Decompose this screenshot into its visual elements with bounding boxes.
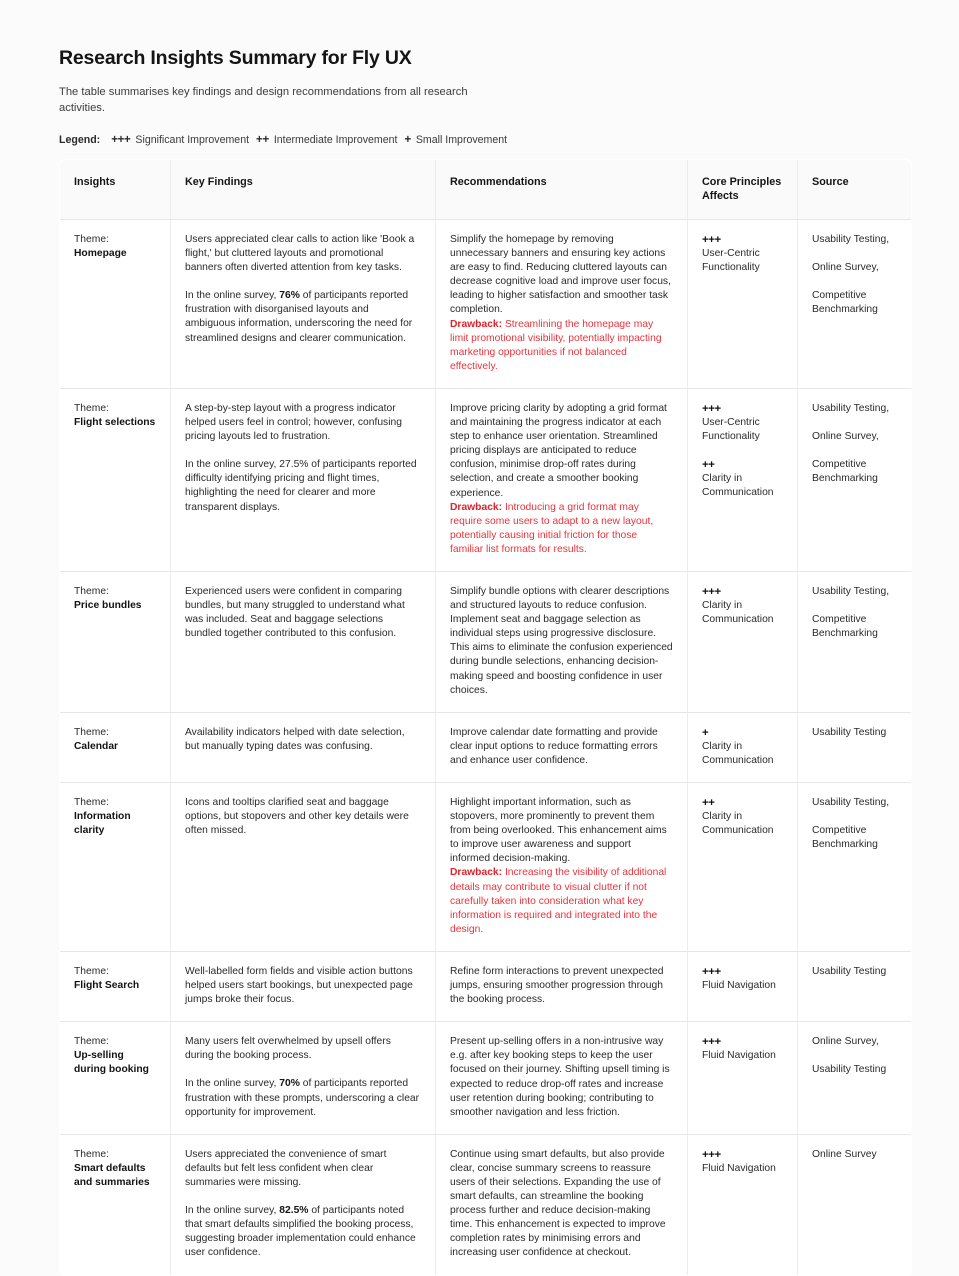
core-principle-name: User-Centric Functionality (702, 248, 760, 274)
recommendation-text: Improve pricing clarity by adopting a grid format and maintaining the progress indicator at each step to enhance user orientation. Streamlined pricing displays are anticipated to reduce confusion, minimise drop-off rates during selection, and create a smoother booking experience. (450, 402, 667, 499)
recommendation-text: Present up-selling offers in a non-intrusive way e.g. after key booking steps to keep the user focused on their journey. Shifting upsell timing is expected to reduce drop-off rates and increase user retention during booking; contributing to smoother navigation and less friction. (450, 1036, 670, 1118)
cell-insights (60, 220, 171, 389)
finding-paragraph: In the online survey, 82.5% of participants noted that smart defaults simplified the booking process, suggesting broader implementation could enhance user confidence. (185, 1205, 416, 1259)
recommendation-text: Simplify the homepage by removing unnecessary banners and ensuring key actions are easy to find. Reducing cluttered layouts can decrease cognitive load and improve user focus, leading to higher satisfaction and smoother task completion. (450, 234, 671, 316)
core-principle (702, 1035, 783, 1063)
core-principle-name: Clarity in Communication (702, 473, 774, 499)
source-item: Online Survey, (812, 1036, 879, 1048)
legend-symbol: +++ (111, 134, 131, 146)
cell-insights (60, 712, 171, 782)
cell-source (798, 951, 912, 1021)
cell-core-principles (688, 571, 798, 712)
page-subtitle: The table summarises key findings and design recommendations from all research activities. (59, 86, 468, 114)
finding-stat: 82.5% (279, 1205, 309, 1217)
core-principle-name: Fluid Navigation (702, 1050, 776, 1062)
finding-paragraph: Many users felt overwhelmed by upsell offers during the booking process. (185, 1036, 391, 1062)
drawback-note: Drawback: Introducing a grid format may require some users to adapt to a new layout, potentially causing initial friction for those familiar list formats for results. (450, 501, 654, 555)
source-item: Online Survey (812, 1148, 877, 1160)
core-principle-symbol: ++ (702, 797, 715, 809)
source-item: Usability Testing, (812, 234, 890, 245)
core-principle (702, 402, 783, 444)
cell-core-principles (688, 1134, 798, 1275)
finding-paragraph: A step-by-step layout with a progress indicator helped users feel in control; however, confusing pricing layouts led to frustration. (185, 402, 402, 443)
core-principle-name: Clarity in Communication (702, 740, 774, 766)
core-principle-symbol: +++ (702, 402, 721, 415)
core-principle-symbol: ++ (702, 459, 715, 472)
cell-core-principles (688, 712, 798, 782)
cell-recommendations (436, 783, 688, 952)
cell-recommendations (436, 712, 688, 782)
theme-name: Information clarity (74, 811, 131, 837)
cell-source (798, 388, 912, 571)
core-principle (702, 965, 783, 993)
finding-paragraph: Experienced users were confident in comparing bundles, but many struggled to understand what was included. Seat and baggage selections bundled together contributed to this confusion. (185, 585, 405, 640)
drawback-label: Drawback: (450, 501, 503, 513)
cell-recommendations (436, 1134, 688, 1275)
finding-paragraph: In the online survey, 27.5% of participants reported difficulty identifying pricing and flight times, highlighting the need for clearer and more transparent displays. (185, 459, 417, 513)
cell-key-findings (171, 1134, 436, 1275)
legend-label: Legend: (59, 134, 101, 146)
finding-stat: 76% (279, 290, 300, 302)
theme-name: Calendar (74, 740, 119, 752)
core-principle-symbol: +++ (702, 585, 721, 598)
cell-insights (60, 1022, 171, 1135)
cell-core-principles (688, 388, 798, 571)
cell-core-principles (688, 951, 798, 1021)
source-item: Usability Testing (812, 1064, 887, 1076)
drawback-label: Drawback: (450, 318, 503, 330)
table-row (60, 1134, 912, 1275)
cell-key-findings (171, 712, 436, 782)
cell-insights (60, 783, 171, 952)
column-header-key-findings: Key Findings (171, 160, 436, 220)
theme-prefix: Theme: (74, 234, 109, 245)
theme-name: Smart defaults and summaries (74, 1162, 150, 1188)
theme-name: Homepage (74, 248, 127, 260)
core-principle-symbol: + (702, 726, 709, 739)
core-principle (702, 1148, 783, 1176)
core-principle-symbol: +++ (702, 1036, 721, 1049)
cell-insights (60, 388, 171, 571)
core-principle-name: Clarity in Communication (702, 811, 774, 837)
core-principle-symbol: +++ (702, 965, 721, 978)
cell-recommendations (436, 571, 688, 712)
cell-recommendations (436, 1022, 688, 1135)
core-principle (702, 233, 783, 275)
source-item: Usability Testing (812, 726, 887, 738)
finding-paragraph: Well-labelled form fields and visible action buttons helped users start bookings, but unexpected page jumps broke their focus. (185, 965, 413, 1006)
cell-source (798, 783, 912, 952)
core-principle (702, 458, 783, 500)
drawback-note: Drawback: Streamlining the homepage may limit promotional visibility, potentially impacting marketing opportunities if not balanced effectively. (450, 318, 662, 372)
recommendation-text: Refine form interactions to prevent unexpected jumps, ensuring smoother progression through the booking process. (450, 965, 664, 1006)
table-header (60, 160, 912, 220)
cell-recommendations (436, 388, 688, 571)
source-item: Competitive Benchmarking (812, 290, 878, 316)
source-item: Online Survey, (812, 431, 879, 443)
table-row (60, 388, 912, 571)
source-item: Usability Testing, (812, 402, 890, 414)
finding-paragraph: Users appreciated the convenience of smart defaults but felt less confident when clear summaries were missing. (185, 1148, 387, 1188)
theme-prefix: Theme: (74, 797, 109, 808)
source-item: Competitive Benchmarking (812, 614, 878, 640)
finding-paragraph: In the online survey, 70% of participants reported frustration with these prompts, underscoring a clear opportunity for improvement. (185, 1078, 420, 1118)
finding-stat: 70% (279, 1078, 300, 1090)
drawback-note: Drawback: Increasing the visibility of additional details may contribute to visual clutter if not carefully taken into consideration what key information is required and integrated into the design. (450, 867, 667, 935)
source-item: Competitive Benchmarking (812, 825, 878, 851)
theme-name: Flight Search (74, 980, 140, 992)
theme-prefix: Theme: (74, 585, 109, 597)
source-item: Online Survey, (812, 262, 879, 274)
cell-core-principles (688, 220, 798, 389)
cell-source (798, 712, 912, 782)
cell-key-findings (171, 571, 436, 712)
cell-key-findings (171, 220, 436, 389)
theme-name: Flight selections (74, 417, 156, 429)
source-item: Competitive Benchmarking (812, 459, 878, 485)
core-principle-name: Fluid Navigation (702, 1162, 776, 1174)
finding-paragraph: Users appreciated clear calls to action like 'Book a flight,' but cluttered layouts and promotional banners often diverted attention from key tasks. (185, 234, 415, 274)
source-item: Usability Testing, (812, 585, 890, 597)
core-principle (702, 585, 783, 627)
cell-key-findings (171, 783, 436, 952)
theme-prefix: Theme: (74, 1036, 109, 1048)
table-body (60, 220, 912, 1276)
cell-source (798, 571, 912, 712)
cell-source (798, 1022, 912, 1135)
core-principle-name: Clarity in Communication (702, 599, 774, 626)
legend-text: Intermediate Improvement (270, 134, 398, 146)
theme-name: Price bundles (74, 600, 142, 612)
theme-prefix: Theme: (74, 1148, 109, 1160)
legend-symbol: + (404, 134, 411, 146)
cell-recommendations (436, 951, 688, 1021)
cell-key-findings (171, 388, 436, 571)
legend-items (104, 134, 507, 146)
column-header-recommendations: Recommendations (436, 160, 688, 220)
cell-insights (60, 1134, 171, 1275)
theme-prefix: Theme: (74, 965, 109, 977)
legend-symbol: ++ (256, 134, 269, 146)
legend (59, 134, 911, 146)
cell-core-principles (688, 783, 798, 952)
cell-key-findings (171, 951, 436, 1021)
finding-paragraph: Icons and tooltips clarified seat and baggage options, but stopovers and other key details were often missed. (185, 797, 409, 837)
table-header-row (60, 160, 912, 220)
theme-prefix: Theme: (74, 402, 109, 414)
recommendation-text: Continue using smart defaults, but also provide clear, concise summary screens to reassure users of their selections. Expanding the use of smart defaults, can streamline the booking process further and reduce decision-making time. This enhancement is expected to improve completion rates by minimising errors and increasing user confidence at checkout. (450, 1148, 666, 1259)
research-insights-table (59, 159, 912, 1276)
core-principle (702, 726, 783, 768)
cell-source (798, 220, 912, 389)
page-title: Research Insights Summary for Fly UX (59, 47, 412, 69)
document-content (59, 47, 911, 1276)
core-principle (702, 796, 783, 838)
source-item: Usability Testing (812, 965, 887, 977)
cell-insights (60, 951, 171, 1021)
core-principle-name: User-Centric Functionality (702, 416, 760, 443)
legend-text: Small Improvement (412, 134, 508, 146)
table-row (60, 951, 912, 1021)
drawback-label: Drawback: (450, 867, 503, 879)
source-item: Usability Testing, (812, 797, 890, 808)
core-principle-name: Fluid Navigation (702, 979, 776, 991)
recommendation-text: Improve calendar date formatting and provide clear input options to reduce formatting errors and enhance user confidence. (450, 726, 658, 766)
theme-name: Up-selling during booking (74, 1050, 149, 1076)
column-header-insights: Insights (60, 160, 171, 220)
core-principle-symbol: +++ (702, 1148, 721, 1161)
theme-prefix: Theme: (74, 726, 109, 738)
table-row (60, 571, 912, 712)
cell-recommendations (436, 220, 688, 389)
cell-core-principles (688, 1022, 798, 1135)
legend-text: Significant Improvement (132, 134, 250, 146)
cell-source (798, 1134, 912, 1275)
column-header-source: Source (798, 160, 912, 220)
finding-paragraph: Availability indicators helped with date selection, but manually typing dates was confusing. (185, 726, 405, 752)
finding-paragraph: In the online survey, 76% of participants reported frustration with disorganised layouts and ambiguous information, underscoring the need for streamlined designs and clearer communication. (185, 290, 413, 344)
column-header-core-principles: Core Principles Affects (688, 160, 798, 220)
table-row (60, 1022, 912, 1135)
table-row (60, 783, 912, 952)
core-principle-symbol: +++ (702, 234, 721, 246)
recommendation-text: Simplify bundle options with clearer descriptions and structured layouts to reduce confusion. Implement seat and baggage selection as individual steps using progressive disclosure. This aims to eliminate the confusion experienced during bundle selections, enhancing decision-making speed and boosting confidence in user choices. (450, 585, 673, 696)
recommendation-text: Highlight important information, such as stopovers, more prominently to prevent them from being overlooked. This enhancement aims to improve user awareness and support informed decision-making. (450, 797, 667, 865)
cell-key-findings (171, 1022, 436, 1135)
table-row (60, 220, 912, 389)
cell-insights (60, 571, 171, 712)
table-row (60, 712, 912, 782)
